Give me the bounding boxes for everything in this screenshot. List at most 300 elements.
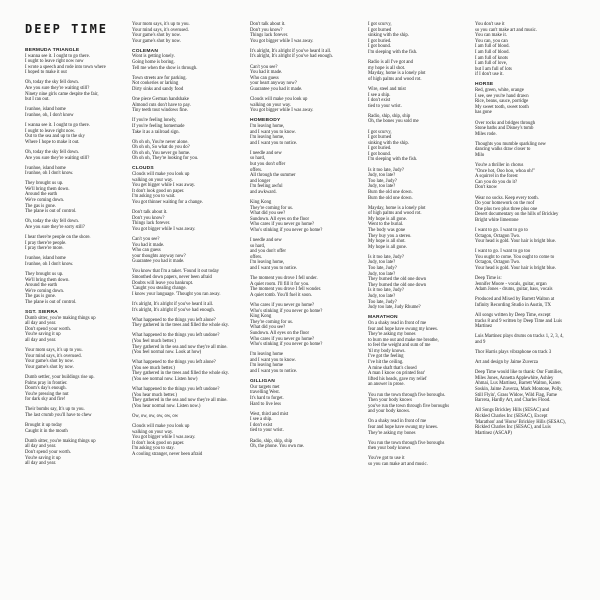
lyric-line: West, third and mist — [250, 411, 289, 417]
lyric-section — [475, 82, 580, 116]
lyric-line: Miles Jones, Annetta Applewhite, Ashley — [475, 375, 554, 381]
lyric-line: Who can guess — [132, 248, 161, 254]
lyric-line: of high palms and wood rot. — [368, 211, 422, 217]
lyric-line: Oh, today the sky fell down. — [25, 80, 79, 86]
lyric-line: Guarantee you had it made. — [250, 86, 303, 92]
lyric-line: I am full of blood. — [475, 49, 510, 55]
lyric-line: and you don't offer — [250, 249, 286, 255]
lyric-section — [475, 350, 580, 356]
lyric-line: all day and year. — [25, 321, 57, 327]
lyric-section — [132, 49, 232, 71]
lyric-line: You got bigger while I was away. — [250, 108, 314, 114]
lyric-line: I got bound. — [368, 151, 392, 157]
lyric-line: Palms pray in frontier. — [25, 380, 68, 386]
lyric-line: All through the summer — [250, 173, 296, 179]
lyric-line: has gone — [475, 110, 492, 116]
lyric-line: One piece German handshake — [132, 97, 189, 103]
lyric-line: What happened to the things you left undone? — [132, 333, 220, 339]
lyric-line: A cooling stranger, never been afraid — [132, 452, 203, 457]
lyric-section — [475, 228, 580, 245]
lyric-section — [25, 310, 125, 344]
lyric-line: Ivanhoe, oh, I don't know — [25, 112, 74, 118]
lyric-line: I've got the feeling — [368, 354, 404, 360]
lyric-line: You got bigger while I was away. — [250, 38, 314, 44]
lyric-line: Wont is getting lonely. — [132, 54, 175, 60]
lyric-line: Don't spend your worth. — [25, 450, 71, 456]
lyric-line: so you can make art and music. — [368, 461, 428, 467]
lyric-line: Your head is gold. Your hair is bright blue. — [475, 239, 556, 245]
lyric-line: I ought to leave right now now — [25, 59, 84, 65]
lyric-line: You had it made. — [250, 70, 283, 76]
lyric-line: Judy, too late? — [368, 173, 396, 179]
lyric-line: You're a thriller in chorus — [475, 163, 524, 169]
lyric-line: You've got to use it — [368, 456, 405, 462]
lyric-line: Thoughts you mumble sparkling new — [475, 141, 546, 147]
lyric-line: A quiet tomb. You'll fuel it soon. — [250, 292, 312, 298]
lyric-line: Guarantee you had it made. — [132, 259, 185, 265]
lyric-line: The plane is out of control. — [25, 299, 77, 305]
lyric-line: I needle and sew — [250, 238, 282, 244]
lyric-line: Wear no socks. Keep every tooth. — [475, 195, 539, 201]
lyric-line: Burn the old one down. — [368, 195, 413, 201]
lyric-line: It's alright, It's alright if you've had enough. — [250, 54, 333, 60]
lyric-line: Produced and Mixed by Barrett Walton at — [475, 297, 555, 303]
lyric-line: I'm leaving home — [250, 363, 284, 369]
lyric-line: Too late, Judy? — [368, 266, 397, 272]
lyric-line: Where I hope to make it out. — [25, 139, 80, 145]
lyric-line: What did you see? — [250, 211, 286, 217]
lyric-line: Adam Jones - drums, guitar, bass, vocals — [475, 287, 553, 293]
lyric-line: They brought us up. — [25, 181, 64, 187]
lyric-line: to burn me out and make me breathe, — [368, 337, 439, 343]
lyric-line: Your mind says, it's overused. — [132, 27, 189, 33]
lyric-line: Who cares if you never go home? — [250, 336, 315, 342]
lyric-line: you've run the town through five boroughs — [368, 403, 450, 409]
lyric-line: Things lack forever. — [250, 33, 289, 39]
lyric-line: What happened to the things you left alone? — [132, 317, 216, 323]
lyric-line: Don't you know? — [132, 215, 165, 221]
lyric-line: We'll bring them down. — [25, 277, 70, 283]
lyric-line: Martinez — [475, 324, 493, 330]
lyric-line: Ahmai, Lux Martinez, Barrett Walton, Karen — [475, 381, 561, 387]
lyric-line: Clouds will make you look up — [250, 97, 308, 103]
lyric-line: Oh, today the sky fell down. — [25, 219, 79, 225]
lyric-line: A man I know on printed fear' — [368, 371, 426, 377]
lyric-line: (You feel normal now. Look at how) — [132, 350, 202, 356]
lyric-line: The gas is gone. — [25, 294, 56, 300]
lyric-section — [368, 60, 468, 82]
lyric-line: Hard to live less — [250, 401, 282, 407]
lyric-line: Too late, Judy? — [368, 178, 397, 184]
lyric-line: travelling West. — [250, 390, 280, 396]
lyric-line: I'm leaving home, — [250, 135, 285, 141]
lyric-line: Out to the sea and up to the sky — [25, 134, 85, 140]
lyric-line: Around the earth — [25, 283, 58, 289]
lyric-line: Radio, ship, ship, ship — [250, 438, 293, 444]
lyric-line: What happened to the things you left undone? — [132, 387, 220, 393]
lyric-section — [132, 210, 232, 232]
lyric-line: Judy, too late? — [368, 184, 396, 190]
lyric-line: I hear there're people on the shore. — [25, 235, 91, 241]
lyric-line: They burned the old one down — [368, 282, 427, 288]
lyric-line: Brought it up today — [25, 423, 63, 429]
lyric-section — [25, 123, 125, 145]
lyric-section — [132, 76, 232, 93]
lyric-line: I'm leaving home, — [250, 123, 285, 129]
lyric-line: and longer — [250, 178, 271, 184]
lyric-line: Milo — [475, 152, 485, 158]
lyric-line: Your head is gold. Your hair is bright blue. — [475, 266, 556, 272]
lyric-line: Still Flyin', Grass Widow, Wild Flag, Fame — [475, 392, 557, 398]
lyric-section — [132, 360, 232, 382]
lyric-line: fear and hope have swung my knees. — [368, 425, 439, 430]
lyric-line: Can't you see? — [132, 237, 160, 242]
lyric-line: It's alright, It's alright if you've had enough. — [132, 307, 215, 313]
lyric-line: but I ran out. — [25, 97, 50, 103]
lyric-line: Who's stinking if you never go home? — [250, 228, 323, 233]
lyric-line: The plane is out of control. — [25, 209, 77, 215]
lyric-section — [25, 219, 125, 230]
lyric-line: sinking with the ship. — [368, 33, 409, 39]
lyric-line: I got buried. — [368, 146, 392, 152]
lyric-line: All songs written by Deep Time, except — [475, 313, 551, 319]
lyric-line: Ow, ow, ow, ow, ow, ow — [132, 413, 179, 419]
lyric-line: You got bigger while I was away. — [132, 226, 196, 232]
lyric-section — [250, 352, 350, 374]
lyric-line: your thoughts anyway now? — [132, 253, 186, 259]
lyric-line: Went to the burial. — [368, 222, 404, 228]
lyric-line: It's alright, It's alright if you've heard it all. — [132, 301, 214, 307]
lyric-line: I needle and sew — [250, 150, 282, 156]
lyric-line: Deep Time would like to thank: Our Families, — [475, 370, 563, 376]
lyric-section — [250, 303, 350, 348]
lyric-line: I don't exist — [250, 422, 273, 428]
lyric-section — [250, 49, 350, 60]
lyric-line: I see a ship. — [250, 417, 273, 423]
lyric-line: but I am full of lots — [475, 66, 512, 72]
lyric-line: Over rocks and bridges through — [475, 120, 536, 126]
lyric-line: and 9 — [475, 340, 486, 345]
lyric-line: but you don't offer — [250, 161, 286, 167]
lyric-line: so hard, — [250, 243, 266, 249]
lyrics-column-4 — [368, 22, 468, 472]
lyric-line: I am full of knots — [475, 55, 508, 61]
lyrics-column-3 — [250, 22, 350, 454]
lyric-line: Ivanhoe, island home — [25, 256, 66, 262]
lyric-section — [250, 22, 350, 44]
lyric-line: 'Caught you stealing change. — [132, 286, 187, 292]
lyric-line: I hoped to make it out — [25, 70, 67, 76]
lyric-line: Dirty sinks and sandy food — [132, 86, 184, 92]
lyric-line: Rickled Charles Inc (SESAC), Except — [475, 413, 548, 419]
lyric-line: Who's stinking if you never go home? — [250, 342, 323, 348]
lyric-line: Don't know — [475, 185, 498, 191]
lyric-line: Octagon, Octagon Two. — [475, 260, 521, 266]
lyric-line: Smoothed down papers, never been afraid — [132, 275, 212, 281]
lyric-line: Almond cuts don't have to pay. — [132, 102, 191, 108]
lyric-line: You're pressing the nut — [25, 391, 69, 397]
song-title: HORSE — [475, 82, 494, 88]
lyric-line: Judy, too late? — [368, 294, 396, 300]
lyric-line: They're asking my bones — [368, 430, 416, 436]
lyric-line: They're coming for us. — [250, 319, 294, 325]
lyric-line: My sweet tooth, sweet tooth — [475, 104, 529, 110]
lyric-line: I wanna see it. I ought to go there. — [25, 53, 90, 59]
lyric-line: I pray there're more. — [25, 246, 64, 252]
lyric-line: We're coming down. — [25, 288, 65, 294]
lyric-line: You're saving it up — [25, 455, 61, 461]
lyric-line: Your game's shot by now. — [25, 364, 74, 370]
lyric-section — [25, 166, 125, 177]
lyric-line: The moment you drove I fell under. — [250, 276, 318, 282]
lyric-section — [132, 424, 232, 458]
lyric-line: They're coming for us. — [250, 205, 294, 211]
lyric-line: Oh oh oh, They're looking for you. — [132, 156, 199, 162]
lyric-line: The last crumb you'll have to chew — [25, 413, 92, 419]
lyric-section — [368, 114, 468, 125]
lyrics-column-1 — [25, 48, 125, 471]
lyric-section — [475, 334, 580, 345]
lyric-line: Going home is boring. — [132, 60, 175, 66]
lyrics-column-2 — [132, 22, 232, 462]
lyric-line: Ivanhoe, island home — [25, 107, 66, 113]
lyric-line: and I want you to notice. — [250, 140, 298, 146]
lyric-line: Is it too late, Judy? — [368, 254, 405, 260]
lyric-line: I'm feeling awful — [250, 184, 283, 190]
lyric-line: They gathered in the sea and now they're all mine. — [132, 344, 228, 350]
lyric-section — [132, 118, 232, 135]
lyric-line: I know your language. 'Thought you ran away. — [132, 291, 221, 297]
lyric-line: and your body knows. — [368, 409, 411, 415]
lyric-line: King Kong — [250, 200, 272, 206]
lyric-line: Wire, steel and mist — [368, 86, 406, 92]
lyric-section — [368, 255, 468, 311]
lyric-section — [368, 441, 468, 452]
lyric-line: Take it as a railroad sign. — [132, 129, 180, 135]
lyric-section — [250, 379, 350, 407]
lyric-line: then your body knows — [368, 446, 411, 452]
lyric-section — [25, 235, 125, 252]
lyric-line: Oh oh oh, You never go home. — [132, 150, 191, 156]
lyric-line: Miles rode. — [475, 131, 497, 137]
lyric-line: Tell me when the show is through. — [132, 65, 198, 71]
lyric-line: and I want you to know. — [250, 357, 296, 363]
lyric-line: You run the town through five boroughs. — [368, 392, 446, 398]
lyric-line: Jennifer Moore - vocals, guitar, organ — [475, 281, 547, 287]
lyric-line: Ivanhoe, oh I don't know. — [25, 171, 74, 177]
lyric-line: My hope is all gone. — [368, 216, 407, 222]
lyric-section — [250, 151, 350, 196]
lyric-section — [368, 130, 468, 164]
lyric-line: You got bigger while I was away. — [132, 435, 196, 441]
lyric-line: Desert documentary on the hills of Brickley — [475, 212, 559, 218]
lyric-line: You had it made. — [132, 242, 165, 248]
lyric-section — [475, 297, 580, 308]
lyric-line: Clouds will make you look up — [132, 172, 190, 178]
lyric-line: Ninety nine girls came despite the fair, — [25, 91, 99, 97]
lyric-line: of high palms and wood rot. — [368, 76, 422, 82]
lyric-line: I want to go. I want to go too — [475, 249, 531, 255]
lyric-line: Who cares if you never go home? — [250, 222, 315, 228]
lyric-line: Don't spend your worth. — [25, 326, 71, 332]
lyric-line: If you're feeling lonely, — [132, 118, 177, 124]
song-title: MARATHON — [368, 315, 398, 321]
lyric-line: I'm asking you to wait. — [132, 194, 176, 200]
lyric-line: Can't you see? — [250, 64, 278, 70]
lyric-line: all day and year. — [25, 461, 57, 467]
lyric-line: I'm asking you to stay. — [132, 446, 175, 452]
lyric-line: On a shaky read in front of me — [368, 320, 427, 326]
lyric-section — [25, 439, 125, 467]
lyric-line: Ivanhoe, island home — [25, 165, 66, 171]
lyric-line: Martinez (ASCAP) — [475, 430, 512, 436]
lyric-line: Thor Harris plays vibraphone on track 3 — [475, 350, 552, 356]
lyric-line: Infinity Recording Studio in Austin, TX — [475, 303, 551, 309]
lyric-section — [132, 22, 232, 44]
lyric-line: and I want you to notice. — [250, 369, 298, 375]
lyric-line: I got scurvy, — [368, 22, 392, 27]
lyric-line: Who can guess — [250, 75, 279, 81]
lyric-line: What happened to the things you left alone? — [132, 360, 216, 366]
lyric-line: all day and year. — [25, 444, 57, 450]
lyric-section — [368, 87, 468, 109]
lyric-line: King Kong — [250, 314, 272, 320]
lyric-line: Mayday, home is a lonely plot — [368, 205, 426, 211]
lyric-section — [368, 315, 468, 388]
lyric-line: A quiet room. I'll fill it for you. — [250, 281, 310, 287]
lyric-line: if I don't use it. — [475, 72, 504, 78]
lyric-line: Don't talk about it. — [132, 210, 168, 216]
lyric-section — [368, 22, 468, 56]
lyric-line: "Once hot, Ooo hoo, whoa oh!" — [475, 168, 536, 174]
lyric-line: Is it too late, Judy? — [368, 288, 405, 294]
lyric-line: walking on your way. — [250, 102, 292, 108]
lyric-line: Your game's shot by now. — [25, 359, 74, 365]
lyric-line: I am full of blood. — [475, 44, 510, 50]
lyric-line: Red, green, white, orange — [475, 88, 524, 94]
lyric-line: Are you sure they're sorry still? — [25, 224, 85, 230]
lyric-line: My hope is all gone. — [368, 244, 407, 250]
lyric-line: Judy too late, Judy Rhume? — [368, 305, 421, 311]
lyric-line: tied to your wrist. — [250, 428, 284, 434]
song-title: SGT. SIERRA — [25, 310, 58, 316]
lyric-line: Too late, Judy? — [368, 299, 397, 305]
song-title: COLEMAN — [132, 48, 159, 54]
lyric-line: The gas is gone. — [25, 203, 56, 209]
lyric-line: Around the earth — [25, 192, 58, 198]
song-title: CLOUDS — [132, 166, 154, 172]
lyric-line: You're saving it up — [25, 332, 61, 338]
lyric-section — [25, 423, 125, 434]
lyric-line: Barrera, Hardly Art, and Charles Flood. — [475, 398, 551, 404]
lyric-section — [132, 140, 232, 162]
lyric-line: Octagon, Octagon Two. — [475, 233, 521, 239]
lyric-line: Oh oh oh, So what do you do? — [132, 145, 190, 151]
lyric-line: I got bound. — [368, 44, 392, 50]
album-title: DEEP TIME — [25, 22, 109, 36]
lyric-line: Your mom says, it's up to you. — [132, 22, 190, 27]
lyric-line: tied to your wrist. — [368, 103, 402, 109]
lyric-line: Dumb settler, your buildings rise up. — [25, 375, 95, 380]
lyric-line: Sundown. All eyes on the floor — [250, 216, 310, 222]
lyric-section — [250, 439, 350, 450]
lyric-line: Doubts will leave you bankrupt. — [132, 280, 194, 286]
lyric-line: I pray there're people. — [25, 240, 67, 246]
lyric-section — [25, 375, 125, 403]
lyric-line: so you can't make art and music. — [475, 27, 537, 33]
lyric-section — [25, 150, 125, 161]
lyric-line: Town streets are for parking. — [132, 75, 187, 81]
lyric-line: I wanna see it. I ought to go there. — [25, 123, 90, 129]
lyric-line: All Songs Brickley Hills (SESAC) and — [475, 408, 550, 414]
lyric-line: If you're feeling homemade — [132, 123, 185, 129]
lyric-line: Not cookeries or larking — [132, 81, 179, 87]
lyric-section — [475, 22, 580, 78]
lyric-line: Mayday, home is a lonely plot — [368, 71, 426, 77]
lyric-line: We'll bring them down. — [25, 186, 70, 192]
lyric-line: walking on your way. — [132, 177, 174, 183]
lyric-section — [132, 387, 232, 409]
lyric-line: Caught it in the mouth — [25, 428, 68, 434]
lyric-line: Deep Time is: — [475, 276, 502, 282]
lyric-section — [132, 97, 232, 114]
lyric-line: Burn the old one down. — [368, 189, 413, 195]
lyric-section — [475, 196, 580, 224]
lyric-line: I wrote a speech and rode into town where — [25, 64, 106, 70]
lyric-line: Who cares if you never go home? — [250, 303, 315, 309]
lyric-line: You got thinner waiting for a change. — [132, 200, 203, 206]
lyric-line: Ivanhoe, oh I don't know. — [25, 261, 74, 267]
lyric-line: The body was gone — [368, 228, 406, 233]
lyric-section — [475, 276, 580, 293]
song-title: BERMUDA TRIANGLE — [25, 48, 80, 53]
lyric-line: Are you sure they're waiting still? — [25, 86, 90, 92]
lyric-section — [25, 272, 125, 306]
lyric-line: You can make it. — [475, 33, 507, 39]
lyric-line: dancing walks draw closer to — [475, 147, 531, 153]
lyric-line: Your game's shot by now. — [132, 38, 181, 44]
lyric-line: You can, you can — [475, 38, 508, 44]
lyric-line: tracks 8 and 9 written by Deep Time and Luis — [475, 318, 562, 324]
lyric-line: Their bombs say, It's up to you. — [25, 407, 85, 413]
lyric-line: I'm leaving home, — [250, 260, 285, 266]
lyric-section — [250, 276, 350, 298]
lyric-section — [250, 200, 350, 234]
lyric-section — [475, 121, 580, 138]
lyric-line: It's hard to forget. — [250, 395, 284, 401]
lyric-line: You get bigger while I was away. — [132, 183, 196, 189]
lyric-section — [475, 142, 580, 159]
lyric-line: I don't exist — [368, 98, 391, 104]
lyric-line: They burned the old one down — [368, 277, 427, 283]
lyric-section — [132, 302, 232, 313]
lyric-line: Bright white limestone — [475, 217, 519, 223]
lyric-line: I see a ship. — [368, 92, 391, 98]
lyric-section — [250, 118, 350, 146]
lyric-line: Stone baths and Disney's tomb — [475, 126, 534, 132]
lyric-section — [25, 48, 125, 76]
lyric-section — [25, 407, 125, 418]
lyric-line: my hope is all shot. — [368, 65, 406, 71]
lyric-section — [25, 80, 125, 102]
lyric-section — [250, 412, 350, 434]
lyric-line: Your mom says, it's up to you. — [25, 348, 83, 354]
lyric-section — [132, 166, 232, 205]
lyric-line: and awkward. — [250, 189, 277, 195]
lyric-line: Judy, too late? — [368, 271, 396, 277]
lyric-line: 'til my body knows. — [368, 348, 406, 354]
lyric-line: We're coming down. — [25, 198, 65, 204]
